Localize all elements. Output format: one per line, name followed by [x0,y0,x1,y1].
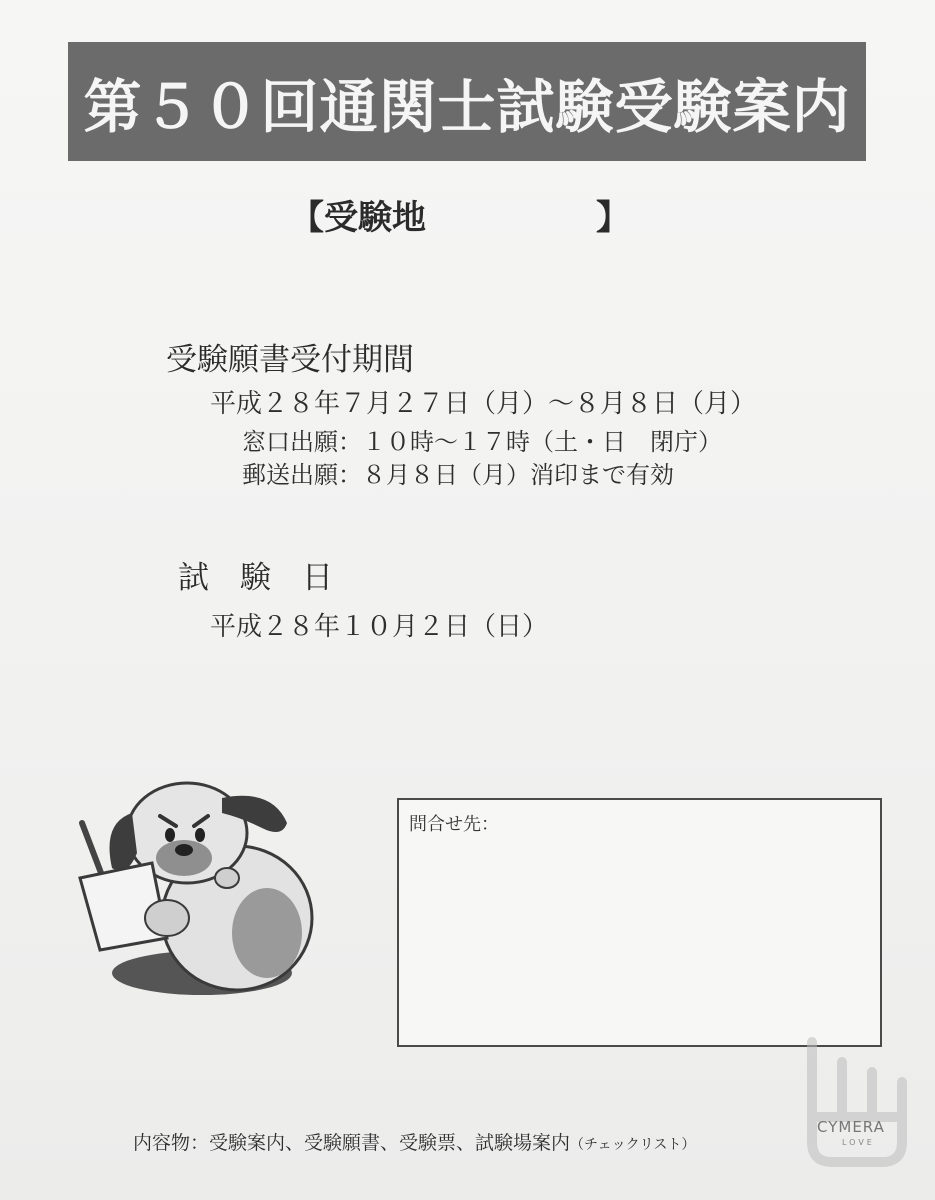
contents-note: （チェックリスト） [570,1137,696,1153]
mail-application-deadline: 郵送出願：８月８日（月）消印まで有効 [242,461,674,489]
cymera-logo-watermark [792,1022,912,1172]
venue-label: 受験地 [324,198,426,238]
exam-date: 平成２８年１０月２日（日） [210,612,549,642]
venue-line [290,190,640,242]
application-period-heading: 受験願書受付期間 [166,342,414,378]
application-period-dates: 平成２８年７月２７日（月）～８月８日（月） [210,389,757,419]
watermark-brand: CYMERA [817,1118,885,1136]
contact-label: 問合せ先： [409,814,499,835]
title-banner [68,42,866,161]
window-application-hours: 窓口出願：１０時～１７時（土・日 閉庁） [242,428,722,456]
contents-text: 内容物：受験案内、受験願書、受験票、試験場案内 [133,1132,571,1154]
exam-date-heading: 試 験 日 [178,560,333,596]
mascot-dog-illustration [72,768,332,1008]
watermark-sub: LOVE [842,1138,875,1147]
venue-close-bracket: 】 [596,198,630,238]
venue-open-bracket: 【 [290,198,324,238]
contents-list [133,1128,695,1155]
contact-box [397,798,882,1047]
page-title: 第５０回通関士試験受験案内 [83,72,851,141]
